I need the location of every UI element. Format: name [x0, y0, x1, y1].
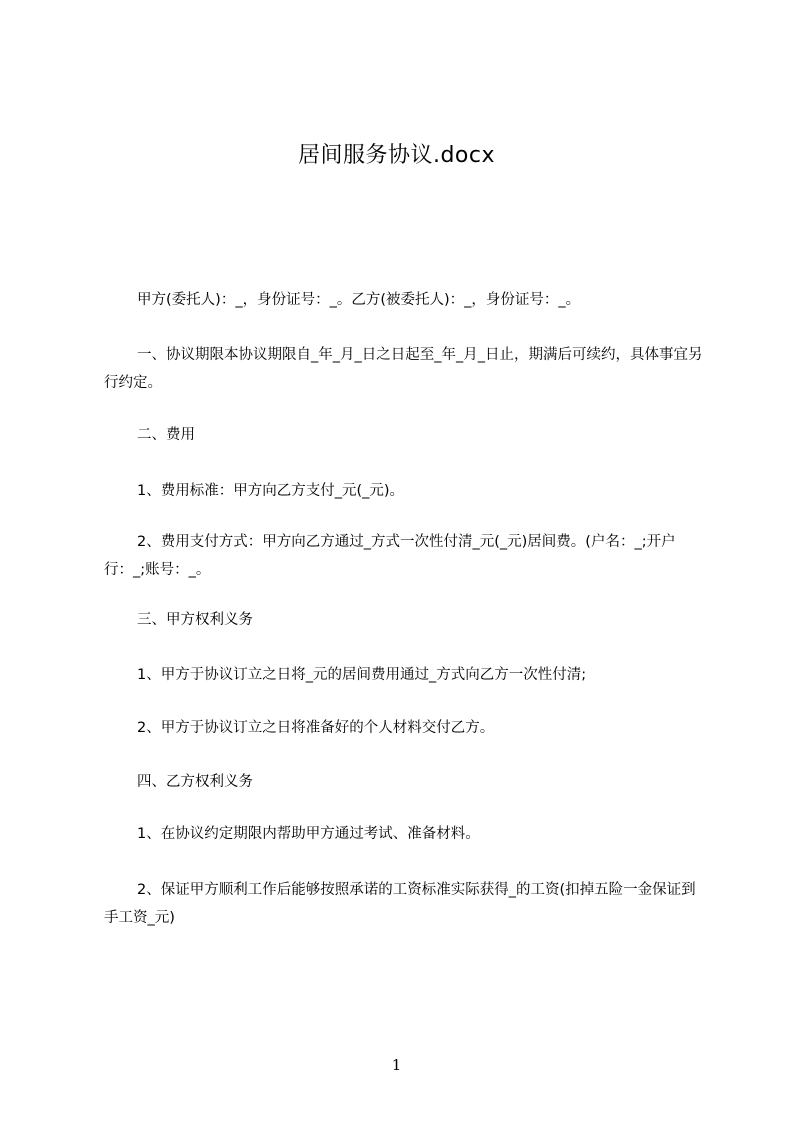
heading-party-b-rights: 四、乙方权利义务 — [137, 774, 253, 790]
heading-party-a-rights: 三、甲方权利义务 — [137, 612, 253, 628]
paragraph-fee-payment: 2、费用支付方式：甲方向乙方通过_方式一次性付清_元(_元)居间费。(户名：_;开户行：_;账号：_。 — [104, 534, 676, 578]
paragraph-party-b-item-1: 1、在协议约定期限内帮助甲方通过考试、准备材料。 — [137, 826, 480, 842]
paragraph-party-a-item-2: 2、甲方于协议订立之日将准备好的个人材料交付乙方。 — [137, 720, 495, 736]
document-title: 居间服务协议.docx — [297, 143, 496, 168]
page-number: 1 — [391, 1056, 402, 1074]
paragraph-term: 一、协议期限本协议期限自_年_月_日之日起至_年_月_日止，期满后可续约，具体事宜另行约定。 — [104, 347, 703, 391]
paragraph-parties: 甲方(委托人)：_，身份证号：_。乙方(被委托人)：_，身份证号：_。 — [137, 292, 581, 308]
paragraph-party-b-item-2: 2、保证甲方顺利工作后能够按照承诺的工资标准实际获得_的工资(扣掉五险一金保证到手工资_元) — [104, 882, 696, 926]
paragraph-party-a-item-1: 1、甲方于协议订立之日将_元的居间费用通过_方式向乙方一次性付清; — [137, 667, 587, 683]
heading-fees: 二、费用 — [137, 427, 195, 443]
paragraph-fee-standard: 1、费用标准：甲方向乙方支付_元(_元)。 — [137, 483, 405, 499]
